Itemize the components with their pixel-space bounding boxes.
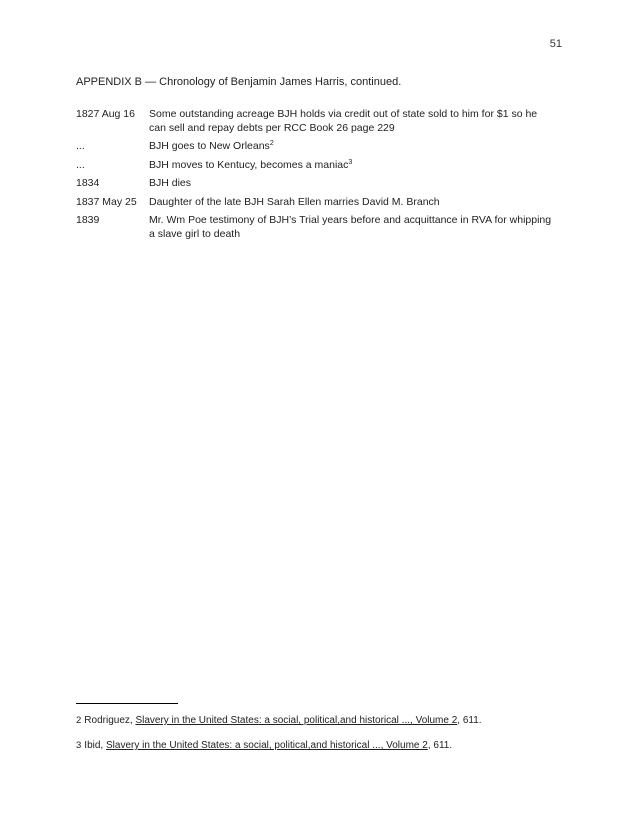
chronology-date: ... (76, 158, 85, 171)
footnote-page: , 611. (457, 715, 482, 726)
chronology-event: BJH moves to Kentucy, becomes a maniac$^3$ (149, 158, 353, 171)
chronology-event: Mr. Wm Poe testimony of BJH’s Trial years before and acquittance in RVA for whipping a slave girl to death (149, 214, 552, 240)
chronology-row (76, 108, 556, 135)
footnote-number: 3 (76, 740, 82, 751)
footnote-author: Ibid, (84, 740, 106, 751)
appendix-heading: APPENDIX B — Chronology of Benjamin James Harris, continued. (76, 76, 402, 88)
chronology-row (76, 214, 556, 241)
chronology-row (76, 177, 556, 191)
chronology-date: ... (76, 140, 85, 152)
chronology-row (76, 196, 556, 210)
chronology-table (76, 108, 556, 246)
chronology-event: BJH goes to New Orleans$^2$ (149, 140, 274, 152)
chronology-event: Daughter of the late BJH Sarah Ellen marries David M. Branch (149, 195, 440, 208)
footnote-title-link[interactable]: Slavery in the United States: a social, political,and historical ..., Volume 2 (135, 715, 458, 726)
chronology-date: 1839 (76, 214, 100, 226)
chronology-date: 1837 May 25 (76, 195, 137, 208)
footnote-title-link[interactable]: Slavery in the United States: a social, political,and historical ..., Volume 2 (105, 740, 428, 751)
chronology-event: BJH dies (149, 177, 192, 189)
chronology-event: Some outstanding acreage BJH holds via credit out of state sold to him for $1 so he can sell and repay debts per RCC Book 26 page 229 (149, 108, 538, 134)
footnote (76, 740, 452, 751)
footnote-page: , 611. (427, 740, 453, 751)
footnote-divider (76, 703, 178, 704)
footnote-ref[interactable]: 3 (348, 158, 353, 166)
chronology-date: 1834 (76, 177, 100, 189)
page-number: 51 (549, 38, 562, 50)
footnote-author: Rodriguez, (84, 715, 136, 726)
chronology-row (76, 159, 556, 173)
footnote-ref[interactable]: 2 (269, 140, 274, 147)
chronology-date: 1827 Aug 16 (76, 108, 135, 120)
footnote (76, 715, 482, 726)
footnote-number: 2 (76, 715, 82, 726)
chronology-row (76, 140, 556, 154)
